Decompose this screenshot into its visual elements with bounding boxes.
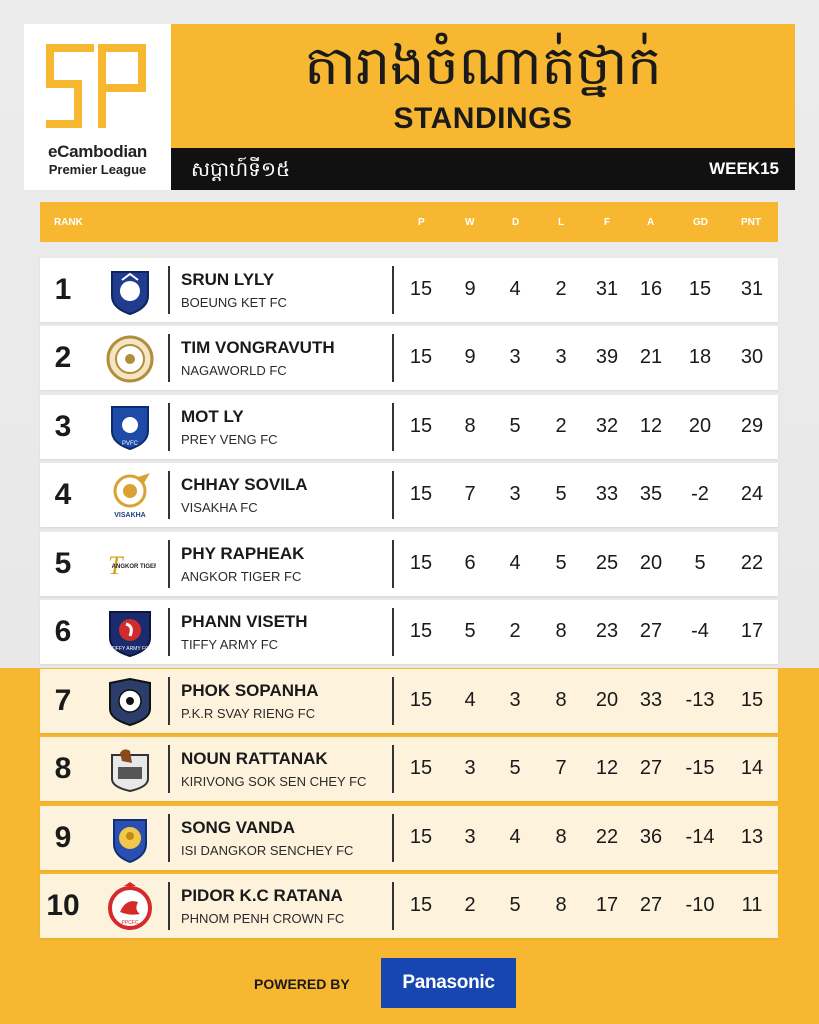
stat-goals-for: 12: [595, 757, 619, 779]
stat-goal-difference: -13: [685, 689, 715, 711]
club-name: NAGAWORLD FC: [181, 363, 287, 378]
stat-drawn: 2: [509, 620, 521, 642]
stat-points: 30: [740, 346, 764, 368]
rank-number: 9: [54, 821, 72, 854]
stat-won: 9: [464, 278, 476, 300]
header-for: F: [604, 217, 611, 228]
player-name: TIM VONGRAVUTH: [181, 338, 335, 357]
boeung-ket-crest: [104, 266, 156, 316]
stat-goal-difference: -15: [685, 757, 715, 779]
stat-goals-for: 23: [595, 620, 619, 642]
row-divider: [392, 882, 394, 930]
stat-goal-difference: -14: [685, 826, 715, 848]
powered-by-label: POWERED BY: [254, 976, 350, 992]
stat-played: 15: [409, 894, 433, 916]
stat-goal-difference: 20: [688, 415, 712, 437]
header-rank: RANK: [54, 217, 83, 228]
stat-points: 15: [740, 689, 764, 711]
header-points: PNT: [741, 217, 761, 228]
stat-points: 22: [740, 552, 764, 574]
row-divider: [168, 745, 170, 793]
header-goal-difference: GD: [693, 217, 708, 228]
stat-goal-difference: -2: [691, 483, 709, 505]
table-row: [40, 737, 778, 801]
rank-number: 7: [54, 684, 72, 717]
prey-veng-crest: [104, 403, 156, 453]
table-row: [40, 874, 778, 938]
stat-goals-for: 32: [595, 415, 619, 437]
stat-goals-for: 33: [595, 483, 619, 505]
row-divider: [392, 745, 394, 793]
table-header: [40, 202, 778, 242]
phnom-penh-crown-crest-text: PPCFC: [121, 920, 139, 926]
header-lost: L: [558, 217, 565, 228]
week-label-khmer: សប្តាហ៍ទី១៥: [191, 157, 291, 181]
player-name: PHANN VISETH: [181, 612, 308, 631]
stat-goals-against: 33: [639, 689, 663, 711]
table-row: [40, 532, 778, 596]
stat-goal-difference: 18: [688, 346, 712, 368]
row-divider: [392, 403, 394, 451]
player-name: CHHAY SOVILA: [181, 475, 308, 494]
stat-goal-difference: 15: [688, 278, 712, 300]
tiffy-army-crest: [104, 608, 156, 658]
svay-rieng-crest: [104, 677, 156, 727]
club-name: BOEUNG KET FC: [181, 295, 287, 310]
stat-goals-against: 27: [639, 894, 663, 916]
stat-lost: 7: [555, 757, 567, 779]
stat-won: 4: [464, 689, 476, 711]
stat-played: 15: [409, 346, 433, 368]
table-row: [40, 395, 778, 459]
stat-points: 13: [740, 826, 764, 848]
stat-points: 17: [740, 620, 764, 642]
stat-lost: 8: [555, 689, 567, 711]
row-divider: [168, 608, 170, 656]
rank-number: 2: [54, 341, 72, 374]
table-row: [40, 463, 778, 527]
header-won: W: [465, 217, 475, 228]
stat-won: 3: [464, 757, 476, 779]
stat-goal-difference: -4: [691, 620, 709, 642]
rank-number: 1: [54, 273, 72, 306]
row-divider: [392, 540, 394, 588]
stat-goals-against: 27: [639, 757, 663, 779]
stat-lost: 5: [555, 483, 567, 505]
kirivong-crest: [104, 745, 156, 795]
stat-won: 2: [464, 894, 476, 916]
stat-won: 8: [464, 415, 476, 437]
league-logo: [24, 24, 171, 190]
prey-veng-crest-text: PVFC: [121, 441, 139, 447]
stat-lost: 5: [555, 552, 567, 574]
league-logo-mark: [42, 40, 152, 132]
stat-lost: 2: [555, 415, 567, 437]
week-bar: [171, 148, 795, 190]
row-divider: [392, 814, 394, 862]
page-title-khmer: តារាងចំណាត់ថ្នាក់: [304, 34, 662, 97]
stat-drawn: 5: [509, 894, 521, 916]
stat-drawn: 3: [509, 483, 521, 505]
stat-lost: 8: [555, 894, 567, 916]
player-name: PIDOR K.C RATANA: [181, 886, 343, 905]
league-name-line1: eCambodian: [47, 142, 148, 161]
visakha-crest: [104, 471, 156, 521]
stat-drawn: 4: [509, 826, 521, 848]
stat-points: 31: [740, 278, 764, 300]
stat-points: 14: [740, 757, 764, 779]
stat-goals-for: 39: [595, 346, 619, 368]
player-name: PHY RAPHEAK: [181, 544, 305, 563]
phnom-penh-crown-crest: [104, 882, 156, 932]
player-name: NOUN RATTANAK: [181, 749, 328, 768]
stat-points: 11: [741, 894, 763, 916]
stat-goal-difference: -10: [685, 894, 715, 916]
header-played: P: [418, 217, 425, 228]
table-row: [40, 806, 778, 870]
stat-played: 15: [409, 415, 433, 437]
row-divider: [168, 677, 170, 725]
row-divider: [392, 677, 394, 725]
club-name: TIFFY ARMY FC: [181, 637, 279, 652]
row-divider: [168, 266, 170, 314]
rank-number: 8: [54, 752, 72, 785]
stat-goals-against: 16: [639, 278, 663, 300]
table-row: [40, 258, 778, 322]
rank-number: 3: [54, 410, 72, 443]
stat-goals-for: 25: [595, 552, 619, 574]
stat-points: 24: [740, 483, 764, 505]
table-row: [40, 600, 778, 664]
stat-drawn: 5: [509, 415, 521, 437]
rank-number: 10: [46, 889, 80, 922]
player-name: PHOK SOPANHA: [181, 681, 319, 700]
stat-played: 15: [409, 278, 433, 300]
stat-lost: 3: [555, 346, 567, 368]
club-name: ANGKOR TIGER FC: [181, 569, 302, 584]
stat-won: 3: [464, 826, 476, 848]
player-name: SONG VANDA: [181, 818, 295, 837]
table-row: [40, 326, 778, 390]
stat-drawn: 4: [509, 552, 521, 574]
row-divider: [168, 403, 170, 451]
angkor-tiger-crest: [104, 540, 156, 590]
stat-goals-against: 21: [639, 346, 663, 368]
row-divider: [168, 540, 170, 588]
visakha-crest-text: VISAKHA: [114, 512, 146, 519]
stat-goals-against: 35: [639, 483, 663, 505]
row-divider: [392, 471, 394, 519]
stat-played: 15: [409, 483, 433, 505]
stat-drawn: 3: [509, 346, 521, 368]
club-name: P.K.R SVAY RIENG FC: [181, 706, 316, 721]
dangkor-senchey-crest: [104, 814, 156, 864]
stat-won: 5: [464, 620, 476, 642]
nagaworld-crest: [104, 334, 156, 384]
player-name: SRUN LYLY: [181, 270, 275, 289]
club-name: PREY VENG FC: [181, 432, 278, 447]
stat-won: 7: [464, 483, 476, 505]
stat-lost: 8: [555, 826, 567, 848]
stat-played: 15: [409, 552, 433, 574]
stat-played: 15: [409, 620, 433, 642]
rank-number: 6: [54, 615, 72, 648]
rank-number: 5: [54, 547, 72, 580]
title-banner: [171, 24, 795, 148]
row-divider: [168, 814, 170, 862]
stat-drawn: 5: [509, 757, 521, 779]
tiffy-army-crest-text: TIFFY ARMY FC: [111, 646, 149, 652]
stat-played: 15: [409, 757, 433, 779]
angkor-tiger-crest-text: ANGKOR TIGER: [111, 564, 156, 570]
sponsor-logo: Panasonic: [381, 958, 516, 1008]
header-against: A: [647, 217, 655, 228]
league-name-line2: Premier League: [48, 162, 147, 177]
stat-goals-against: 12: [639, 415, 663, 437]
stat-lost: 2: [555, 278, 567, 300]
row-divider: [392, 334, 394, 382]
stat-goals-against: 27: [639, 620, 663, 642]
row-divider: [168, 882, 170, 930]
club-name: PHNOM PENH CROWN FC: [181, 911, 345, 926]
stat-lost: 8: [555, 620, 567, 642]
stat-won: 6: [464, 552, 476, 574]
stat-points: 29: [740, 415, 764, 437]
player-name: MOT LY: [181, 407, 244, 426]
stat-goals-for: 22: [595, 826, 619, 848]
table-row: [40, 669, 778, 733]
svg-text:T: T: [108, 551, 123, 580]
week-label: WEEK15: [709, 159, 779, 178]
stat-played: 15: [409, 826, 433, 848]
stat-goals-against: 20: [639, 552, 663, 574]
stat-goal-difference: 5: [694, 552, 706, 574]
stat-drawn: 3: [509, 689, 521, 711]
header-drawn: D: [512, 217, 520, 228]
row-divider: [392, 266, 394, 314]
page-title: STANDINGS: [393, 102, 573, 135]
stat-played: 15: [409, 689, 433, 711]
row-divider: [168, 471, 170, 519]
stat-goals-for: 31: [595, 278, 619, 300]
stat-drawn: 4: [509, 278, 521, 300]
club-name: VISAKHA FC: [181, 500, 258, 515]
row-divider: [168, 334, 170, 382]
stat-goals-for: 20: [595, 689, 619, 711]
club-name: KIRIVONG SOK SEN CHEY FC: [181, 774, 367, 789]
stat-goals-for: 17: [595, 894, 619, 916]
rank-number: 4: [54, 478, 72, 511]
stat-goals-against: 36: [639, 826, 663, 848]
row-divider: [392, 608, 394, 656]
club-name: ISI DANGKOR SENCHEY FC: [181, 843, 354, 858]
stat-won: 9: [464, 346, 476, 368]
